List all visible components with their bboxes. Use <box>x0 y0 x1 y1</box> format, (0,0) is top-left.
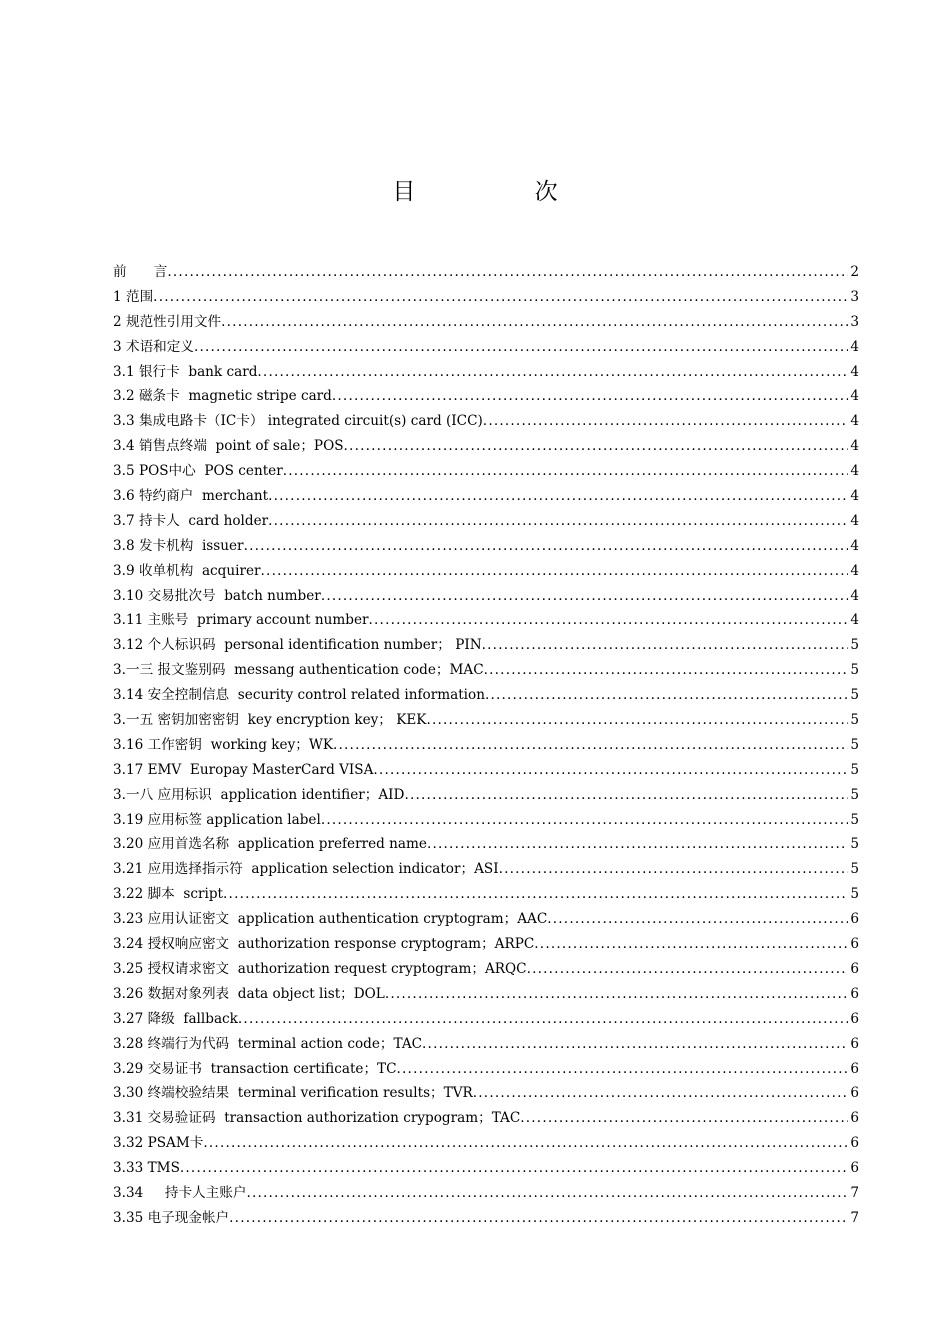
toc-dot-leader <box>221 310 848 335</box>
toc-dot-leader <box>534 932 848 957</box>
toc-dot-leader <box>547 907 848 932</box>
toc-entry-page-number: 4 <box>850 537 859 554</box>
toc-entry-label: 3.34 持卡人主账户 <box>113 1184 247 1201</box>
toc-dot-leader <box>482 633 849 658</box>
toc-entry-page-number: 6 <box>850 1010 859 1027</box>
toc-entry[interactable] <box>113 1057 859 1082</box>
toc-entry[interactable] <box>113 434 859 459</box>
toc-entry-label: 3.33 TMS <box>113 1160 180 1177</box>
toc-entry-label: 3.17 EMV Europay MasterCard VISA <box>113 761 374 778</box>
toc-entry-page-number: 5 <box>850 886 859 903</box>
table-of-contents <box>113 260 859 1231</box>
toc-entry-page-number: 3 <box>850 313 859 330</box>
toc-entry[interactable] <box>113 1081 859 1106</box>
toc-entry-page-number: 5 <box>850 761 859 778</box>
toc-entry-label: 3.一八 应用标识 application identifier；AID <box>113 786 405 803</box>
toc-entry-page-number: 6 <box>850 1035 859 1052</box>
toc-entry-label: 3.29 交易证书 transaction certificate；TC <box>113 1060 397 1077</box>
toc-entry-page-number: 5 <box>850 861 859 878</box>
toc-entry-label: 3.2 磁条卡 magnetic stripe card <box>113 388 332 405</box>
toc-entry-page-number: 4 <box>850 463 859 480</box>
toc-dot-leader <box>332 384 848 409</box>
toc-entry-label: 3.32 PSAM卡 <box>113 1135 204 1152</box>
toc-entry-page-number: 6 <box>850 936 859 953</box>
toc-entry[interactable] <box>113 484 859 509</box>
toc-entry-page-number: 5 <box>850 811 859 828</box>
toc-entry-page-number: 4 <box>850 338 859 355</box>
toc-entry-label: 3.9 收单机构 acquirer <box>113 562 261 579</box>
toc-entry-page-number: 6 <box>850 1135 859 1152</box>
toc-entry-label: 1 范围 <box>113 288 154 305</box>
toc-entry-label: 3.26 数据对象列表 data object list；DOL <box>113 985 385 1002</box>
toc-entry[interactable] <box>113 534 859 559</box>
page-title: 目 次 <box>392 179 614 205</box>
toc-entry-label: 3.一五 密钥加密密钥 key encryption key； KEK <box>113 712 427 729</box>
toc-dot-leader <box>520 1106 848 1131</box>
toc-entry-page-number: 7 <box>850 1209 859 1226</box>
toc-dot-leader <box>344 434 849 459</box>
toc-entry-label: 2 规范性引用文件 <box>113 313 222 330</box>
toc-entry-label: 3 术语和定义 <box>113 338 194 355</box>
toc-entry-label: 3.24 授权响应密文 authorization response cryptogram；ARPC <box>113 936 535 953</box>
toc-entry-label: 前 言 <box>113 264 168 280</box>
toc-entry[interactable] <box>113 1007 859 1032</box>
toc-dot-leader <box>257 360 848 385</box>
toc-entry-page-number: 5 <box>850 736 859 753</box>
toc-entry-page-number: 6 <box>850 911 859 928</box>
toc-entry[interactable] <box>113 608 859 633</box>
toc-dot-leader <box>369 608 849 633</box>
toc-entry[interactable] <box>113 683 859 708</box>
toc-entry-label: 3.31 交易验证码 transaction authorization crypogram；TAC <box>113 1110 521 1127</box>
toc-entry-page-number: 4 <box>850 413 859 430</box>
toc-entry-label: 3.27 降级 fallback <box>113 1010 238 1027</box>
toc-dot-leader <box>373 758 848 783</box>
toc-entry-page-number: 3 <box>850 288 859 305</box>
toc-entry[interactable] <box>113 882 859 907</box>
toc-entry[interactable] <box>113 1206 859 1231</box>
toc-entry-page-number: 4 <box>850 438 859 455</box>
toc-entry[interactable] <box>113 982 859 1007</box>
toc-entry[interactable] <box>113 409 859 434</box>
toc-entry-label: 3.一三 报文鉴别码 messang authentication code；MAC <box>113 662 484 679</box>
toc-entry-label: 3.5 POS中心 POS center <box>113 463 283 480</box>
toc-dot-leader <box>153 285 848 310</box>
toc-entry-page-number: 4 <box>850 562 859 579</box>
toc-entry-page-number: 6 <box>850 985 859 1002</box>
toc-entry-page-number: 5 <box>850 786 859 803</box>
toc-entry[interactable] <box>113 957 859 982</box>
toc-entry-page-number: 5 <box>850 712 859 729</box>
toc-entry[interactable] <box>113 832 859 857</box>
toc-entry-page-number: 2 <box>850 264 859 280</box>
toc-entry[interactable] <box>113 907 859 932</box>
toc-dot-leader <box>167 260 848 285</box>
toc-dot-leader <box>483 409 849 434</box>
toc-entry-page-number: 4 <box>850 363 859 380</box>
toc-entry[interactable] <box>113 360 859 385</box>
toc-entry[interactable] <box>113 285 859 310</box>
toc-entry[interactable] <box>113 459 859 484</box>
toc-entry-page-number: 6 <box>850 1060 859 1077</box>
toc-entry[interactable] <box>113 260 859 285</box>
toc-entry-page-number: 4 <box>850 612 859 629</box>
toc-dot-leader <box>321 584 849 609</box>
toc-dot-leader <box>426 708 848 733</box>
toc-dot-leader <box>203 1131 848 1156</box>
toc-entry-label: 3.12 个人标识码 personal identification number； PIN <box>113 637 482 654</box>
toc-entry[interactable] <box>113 1131 859 1156</box>
toc-dot-leader <box>244 534 849 559</box>
toc-dot-leader <box>180 1156 848 1181</box>
toc-entry[interactable] <box>113 584 859 609</box>
toc-entry-label: 3.8 发卡机构 issuer <box>113 537 244 554</box>
toc-entry-page-number: 5 <box>850 662 859 679</box>
toc-dot-leader <box>385 982 849 1007</box>
toc-entry-label: 3.4 销售点终端 point of sale；POS <box>113 438 344 455</box>
toc-dot-leader <box>268 509 848 534</box>
toc-entry-label: 3.6 特约商户 merchant <box>113 488 269 505</box>
toc-entry[interactable] <box>113 708 859 733</box>
toc-dot-leader <box>238 1007 848 1032</box>
toc-entry[interactable] <box>113 310 859 335</box>
toc-dot-leader <box>246 1181 848 1206</box>
toc-entry-label: 3.14 安全控制信息 security control related information <box>113 687 485 704</box>
toc-entry-label: 3.19 应用标签 application label <box>113 811 321 828</box>
toc-entry-label: 3.22 脚本 script <box>113 886 224 903</box>
toc-entry-label: 3.10 交易批次号 batch number <box>113 587 321 604</box>
toc-dot-leader <box>527 957 849 982</box>
toc-dot-leader <box>194 335 848 360</box>
toc-entry-label: 3.3 集成电路卡（IC卡） integrated circuit(s) card (ICC) <box>113 413 483 430</box>
toc-entry-label: 3.23 应用认证密文 application authentication cryptogram；AAC <box>113 911 548 928</box>
toc-entry-page-number: 6 <box>850 1160 859 1177</box>
toc-entry[interactable] <box>113 1106 859 1131</box>
toc-entry[interactable] <box>113 384 859 409</box>
toc-entry[interactable] <box>113 1032 859 1057</box>
toc-entry-label: 3.16 工作密钥 working key；WK <box>113 736 333 753</box>
toc-dot-leader <box>261 559 849 584</box>
toc-entry[interactable] <box>113 758 859 783</box>
toc-entry-label: 3.21 应用选择指示符 application selection indicator；ASI <box>113 861 499 878</box>
toc-entry-page-number: 6 <box>850 1110 859 1127</box>
toc-entry-page-number: 6 <box>850 960 859 977</box>
toc-entry[interactable] <box>113 857 859 882</box>
toc-entry[interactable] <box>113 1156 859 1181</box>
toc-entry-label: 3.11 主账号 primary account number <box>113 612 369 629</box>
toc-dot-leader <box>485 683 848 708</box>
toc-entry-page-number: 5 <box>850 836 859 853</box>
toc-dot-leader <box>229 1206 848 1231</box>
toc-dot-leader <box>499 857 849 882</box>
toc-entry-page-number: 4 <box>850 488 859 505</box>
toc-entry[interactable] <box>113 1181 859 1206</box>
toc-entry-page-number: 4 <box>850 512 859 529</box>
toc-entry[interactable] <box>113 559 859 584</box>
toc-dot-leader <box>397 1057 849 1082</box>
toc-dot-leader <box>484 658 849 683</box>
toc-entry-page-number: 5 <box>850 637 859 654</box>
toc-entry-label: 3.30 终端校验结果 terminal verification results；TVR <box>113 1085 473 1102</box>
toc-dot-leader <box>473 1081 849 1106</box>
toc-entry-label: 3.20 应用首选名称 application preferred name <box>113 836 427 853</box>
toc-entry-label: 3.35 电子现金帐户 <box>113 1209 230 1226</box>
toc-entry[interactable] <box>113 633 859 658</box>
toc-entry-page-number: 4 <box>850 587 859 604</box>
toc-entry-page-number: 7 <box>850 1184 859 1201</box>
toc-entry-label: 3.28 终端行为代码 terminal action code；TAC <box>113 1035 423 1052</box>
toc-dot-leader <box>404 783 848 808</box>
toc-entry[interactable] <box>113 733 859 758</box>
toc-dot-leader <box>283 459 849 484</box>
toc-entry-page-number: 4 <box>850 388 859 405</box>
toc-dot-leader <box>321 808 849 833</box>
toc-entry[interactable] <box>113 808 859 833</box>
toc-entry-page-number: 6 <box>850 1085 859 1102</box>
toc-entry-label: 3.1 银行卡 bank card <box>113 363 258 380</box>
toc-dot-leader <box>427 832 848 857</box>
toc-entry-page-number: 5 <box>850 687 859 704</box>
toc-entry[interactable] <box>113 658 859 683</box>
toc-dot-leader <box>422 1032 848 1057</box>
toc-entry[interactable] <box>113 509 859 534</box>
toc-dot-leader <box>268 484 848 509</box>
toc-entry-label: 3.25 授权请求密文 authorization request cryptogram；ARQC <box>113 960 527 977</box>
toc-entry[interactable] <box>113 783 859 808</box>
toc-entry[interactable] <box>113 335 859 360</box>
toc-entry[interactable] <box>113 932 859 957</box>
toc-entry-label: 3.7 持卡人 card holder <box>113 512 269 529</box>
toc-dot-leader <box>223 882 848 907</box>
toc-dot-leader <box>333 733 848 758</box>
